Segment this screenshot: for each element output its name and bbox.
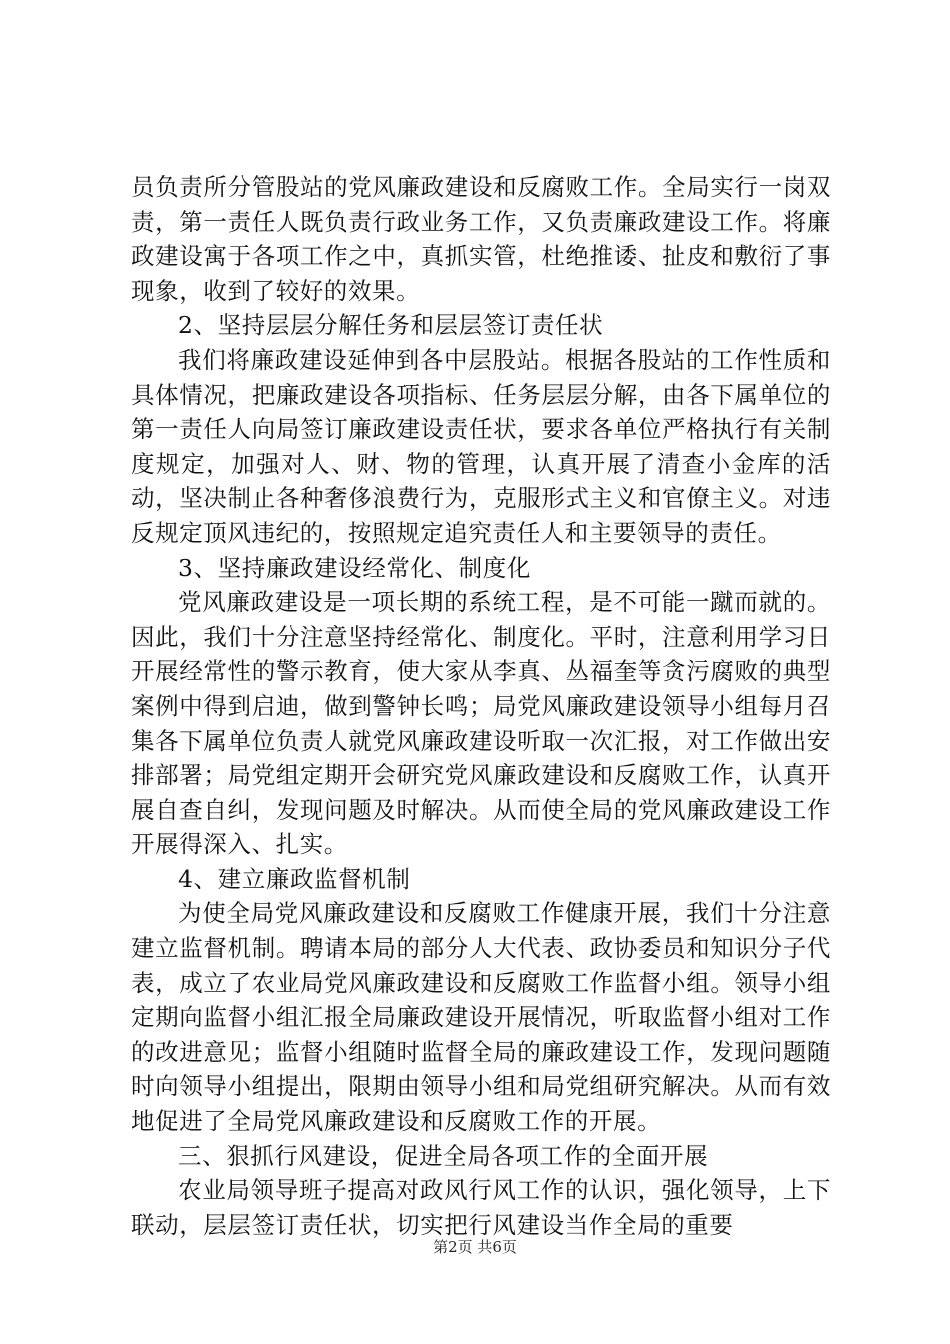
paragraph-2: 我们将廉政建设延伸到各中层股站。根据各股站的工作性质和具体情况，把廉政建设各项指标、任务层层分解，由各下属单位的第一责任人向局签订廉政建设责任状，要求各单位严格执行有关制度规定，加强对人、财、物的管理，认真开展了清查小金库的活动，坚决制止各种奢侈浪费行为，克服形式主义和官僚主义。对违反规定顶风违纪的，按照规定追究责任人和主要领导的责任。: [131, 345, 831, 547]
paragraph-3: 党风廉政建设是一项长期的系统工程，是不可能一蹴而就的。因此，我们十分注意坚持经常化、制度化。平时，注意利用学习日开展经常性的警示教育，使大家从李真、丛福奎等贪污腐败的典型案例中得到启迪，做到警钟长鸣；局党风廉政建设领导小组每月召集各下属单位负责人就党风廉政建设听取一次汇报，对工作做出安排部署；局党组定期开会研究党风廉政建设和反腐败工作，认真开展自查自纠，发现问题及时解决。从而使全局的党风廉政建设工作开展得深入、扎实。: [131, 588, 831, 859]
section-heading-2: 2、坚持层层分解任务和层层签订责任状: [178, 311, 604, 340]
document-body: [131, 170, 831, 1242]
section-heading-4: 4、建立廉政监督机制: [178, 864, 411, 893]
section-heading-three: 三、狠抓行风建设，促进全局各项工作的全面开展: [178, 1141, 709, 1170]
paragraph-4: 为使全局党风廉政建设和反腐败工作健康开展，我们十分注意建立监督机制。聘请本局的部分人大代表、政协委员和知识分子代表，成立了农业局党风廉政建设和反腐败工作监督小组。领导小组定期向监督小组汇报全局廉政建设开展情况，听取监督小组对工作的改进意见；监督小组随时监督全局的廉政建设工作，发现问题随时向领导小组提出，限期由领导小组和局党组研究解决。从而有效地促进了全局党风廉政建设和反腐败工作的开展。: [131, 899, 831, 1136]
paragraph-5: 农业局领导班子提高对政风行风工作的认识，强化领导，上下联动，层层签订责任状，切实把行风建设当作全局的重要: [131, 1176, 831, 1239]
page-footer: [0, 1237, 950, 1257]
section-heading-3: 3、坚持廉政建设经常化、制度化: [178, 553, 531, 582]
paragraph-1: 员负责所分管股站的党风廉政建设和反腐败工作。全局实行一岗双责，第一责任人既负责行政业务工作，又负责廉政建设工作。将廉政建设寓于各项工作之中，真抓实管，杜绝推诿、扯皮和敷衍了事现象，收到了较好的效果。: [131, 173, 831, 305]
page-number-label: 第2页 共6页: [433, 1238, 517, 1256]
